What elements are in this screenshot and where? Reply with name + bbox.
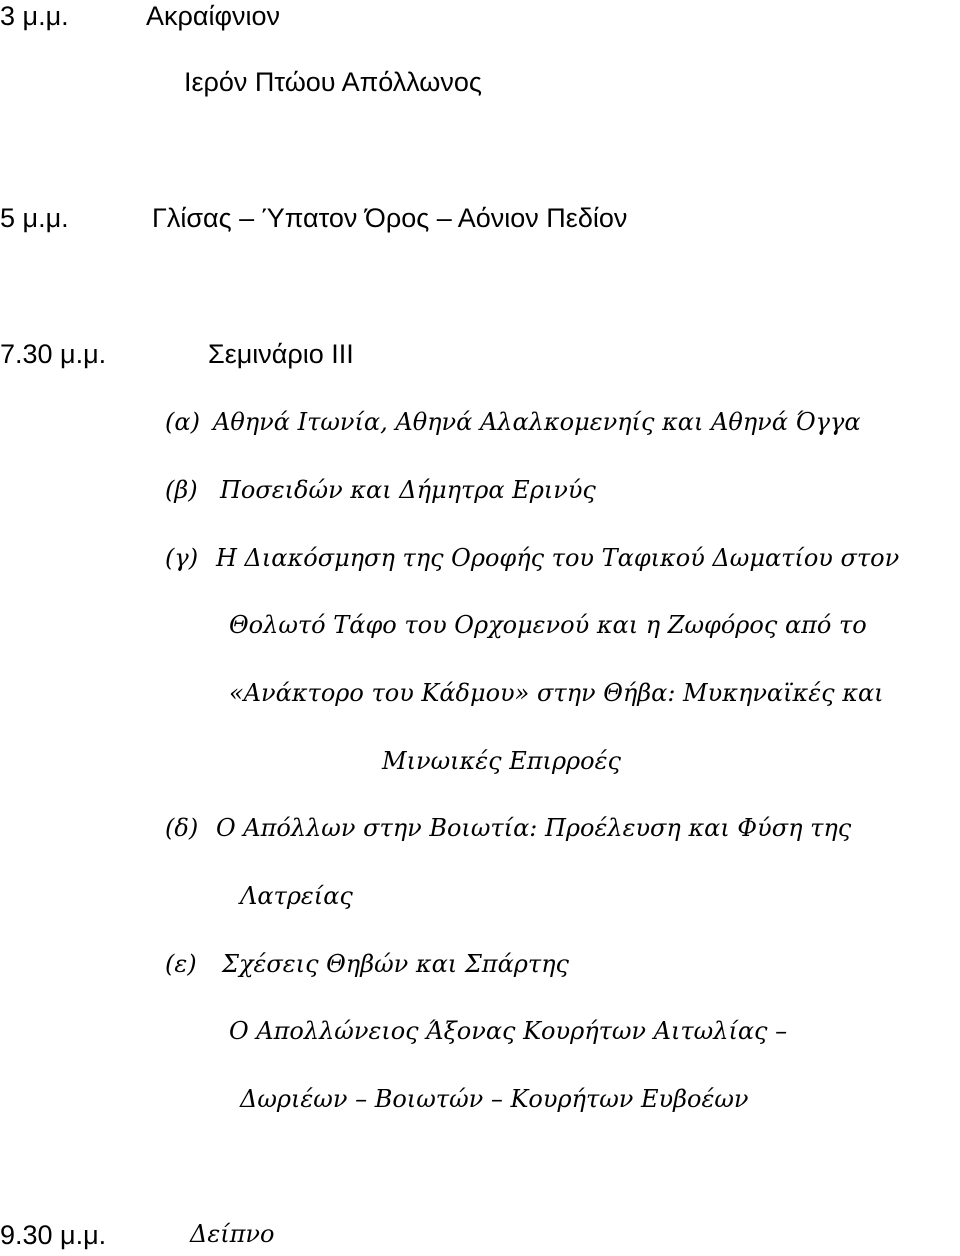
schedule-title: Ακραίφνιον [146, 1, 280, 31]
seminar-item-continuation: Μινωικές Επιρροές [382, 747, 621, 775]
seminar-item-text: Ποσειδών και Δήμητρα Ερινύς [220, 476, 596, 504]
seminar-item-continuation: «Ανάκτορο του Κάδμου» στην Θήβα: Μυκηναϊκές και [229, 679, 884, 707]
seminar-item-continuation: Ο Απολλώνειος Άξονας Κουρήτων Αιτωλίας – [229, 1017, 788, 1045]
schedule-time: 3 μ.μ. [0, 1, 69, 31]
schedule-time: 7.30 μ.μ. [0, 339, 107, 369]
seminar-item-text: Αθηνά Ιτωνία, Αθηνά Αλαλκομενηίς και Αθηνά Όγγα [213, 408, 861, 436]
schedule-time: 9.30 μ.μ. [0, 1220, 107, 1250]
schedule-title: Σεμινάριο ΙΙΙ [208, 339, 354, 369]
seminar-item-label: (γ) [165, 544, 199, 572]
schedule-subtitle: Ιερόν Πτώου Απόλλωνος [184, 67, 482, 97]
seminar-item-continuation: Δωριέων – Βοιωτών – Κουρήτων Ευβοέων [240, 1085, 749, 1113]
seminar-item-text: Ο Απόλλων στην Βοιωτία: Προέλευση και Φύση της [216, 814, 852, 842]
schedule-title: Δείπνο [190, 1220, 275, 1248]
seminar-item-continuation: Λατρείας [240, 882, 353, 910]
seminar-item-text: Σχέσεις Θηβών και Σπάρτης [222, 950, 569, 978]
seminar-item-continuation: Θολωτό Τάφο του Ορχομενού και η Ζωφόρος από το [229, 611, 867, 639]
seminar-item-label: (α) [165, 408, 200, 436]
seminar-item-label: (δ) [165, 814, 199, 842]
seminar-item-label: (ε) [165, 950, 197, 978]
seminar-item-text: Η Διακόσμηση της Οροφής του Ταφικού Δωματίου στον [216, 544, 900, 572]
seminar-item-label: (β) [165, 476, 198, 504]
schedule-title: Γλίσας – Ύπατον Όρος – Αόνιον Πεδίον [152, 203, 628, 233]
schedule-time: 5 μ.μ. [0, 203, 69, 233]
